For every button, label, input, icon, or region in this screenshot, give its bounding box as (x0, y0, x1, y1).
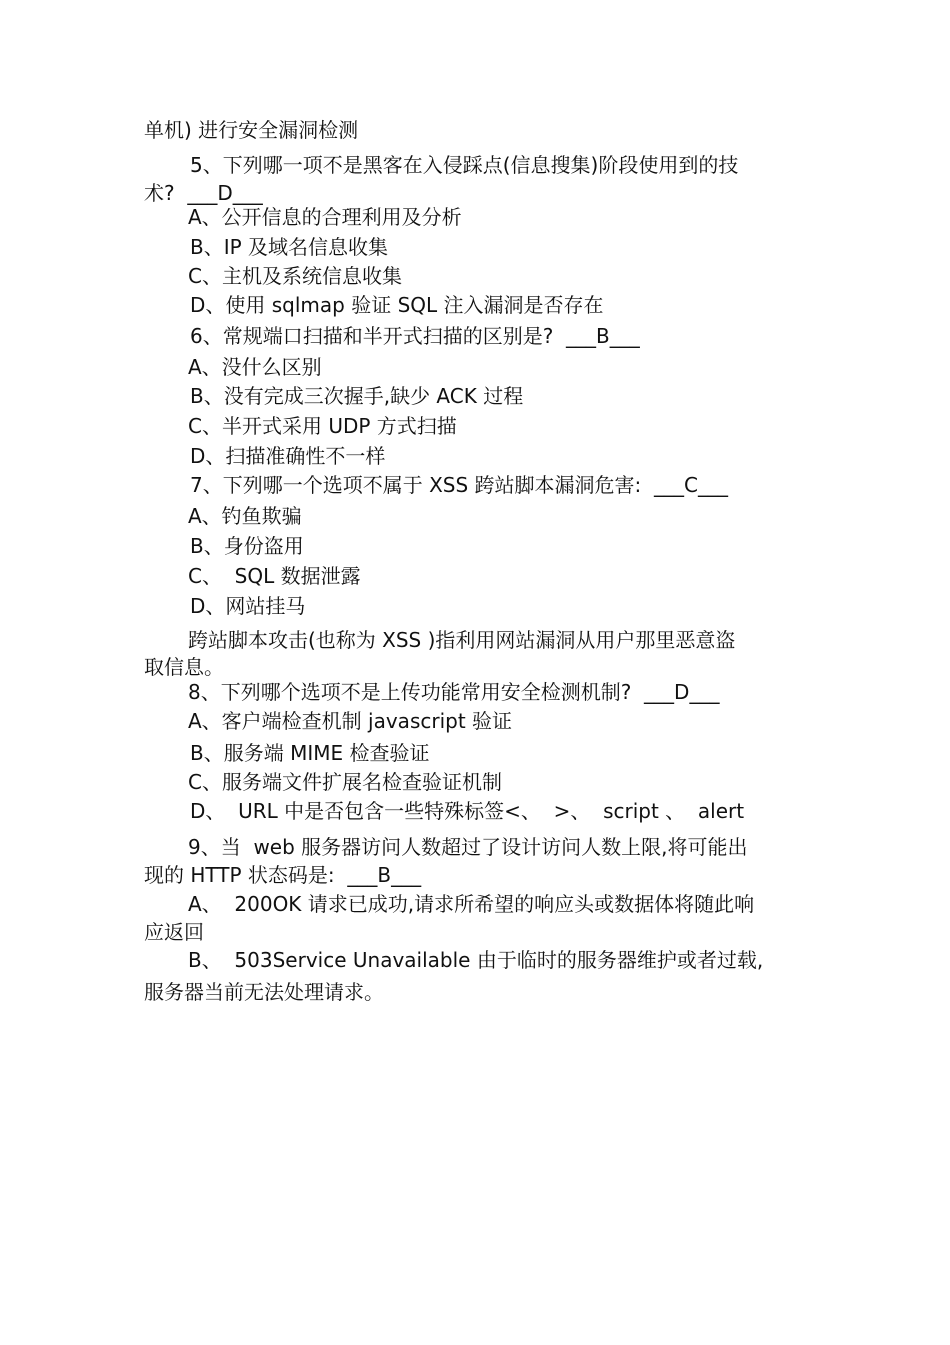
option-c: C、服务端文件扩展名检查验证机制 (188, 770, 502, 794)
option-a: A、公开信息的合理利用及分析 (188, 205, 462, 229)
option-c: C、半开式采用 UDP 方式扫描 (188, 414, 457, 438)
option-a: A、客户端检查机制 javascript 验证 (188, 709, 513, 733)
option-a: A、钓鱼欺骗 (188, 504, 302, 528)
question-9-answer: 现的 HTTP 状态码是: ___B___ (144, 863, 422, 887)
question-6-stem: 6、常规端口扫描和半开式扫描的区别是? ___B___ (190, 324, 640, 348)
option-d: D、使用 sqlmap 验证 SQL 注入漏洞是否存在 (190, 293, 604, 317)
question-5-stem: 5、下列哪一项不是黑客在入侵踩点(信息搜集)阶段使用到的技 (190, 153, 739, 177)
question-5-answer: 术? ___D___ (144, 181, 263, 205)
option-d: D、 URL 中是否包含一些特殊标签<、 >、 script 、 alert (190, 799, 745, 823)
text-line: 单机) 进行安全漏洞检测 (144, 118, 359, 142)
option-b: B、服务端 MIME 检查验证 (190, 741, 430, 765)
option-c: C、主机及系统信息收集 (188, 264, 402, 288)
option-a: A、 200OK 请求已成功,请求所希望的响应头或数据体将随此响 (188, 892, 755, 916)
option-b: B、 503Service Unavailable 由于临时的服务器维护或者过载, (188, 948, 764, 972)
option-b: B、IP 及域名信息收集 (190, 235, 389, 259)
question-9-stem: 9、当 web 服务器访问人数超过了设计访问人数上限,将可能出 (188, 835, 748, 859)
option-d: D、网站挂马 (190, 594, 306, 618)
option-b: B、没有完成三次握手,缺少 ACK 过程 (190, 384, 524, 408)
explanation-line: 跨站脚本攻击(也称为 XSS )指利用网站漏洞从用户那里恶意盗 (188, 628, 736, 652)
question-7-stem: 7、下列哪一个选项不属于 XSS 跨站脚本漏洞危害: ___C___ (190, 473, 728, 497)
option-b: B、身份盗用 (190, 534, 304, 558)
option-a: A、没什么区别 (188, 355, 322, 379)
option-c: C、 SQL 数据泄露 (188, 564, 361, 588)
explanation-line: 取信息。 (144, 655, 224, 679)
option-a-continued: 应返回 (144, 920, 204, 944)
question-8-stem: 8、下列哪个选项不是上传功能常用安全检测机制? ___D___ (188, 680, 720, 704)
option-b-continued: 服务器当前无法处理请求。 (144, 980, 384, 1004)
option-d: D、扫描准确性不一样 (190, 444, 386, 468)
